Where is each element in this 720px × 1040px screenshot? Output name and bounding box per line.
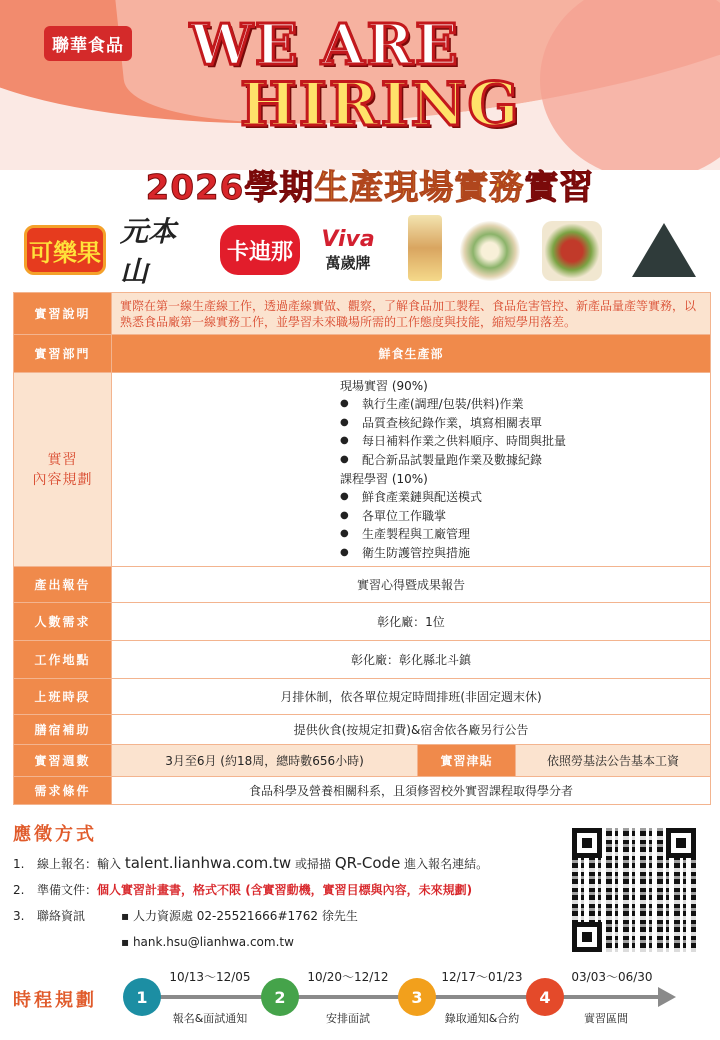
documents-label: 準備文件： — [37, 883, 98, 897]
apply-item-1 — [13, 850, 573, 877]
desc-label: 實習說明 — [14, 293, 112, 335]
qr-code-text: QR-Code — [334, 854, 401, 872]
internship-table — [13, 292, 711, 805]
onigiri-image — [632, 223, 696, 277]
location-label: 工作地點 — [14, 641, 112, 679]
headcount-value: 彰化廠：1位 — [112, 603, 711, 641]
weeks-label: 實習週數 — [14, 745, 112, 777]
desc-text: 實際在第一線生產線工作，透過產線實做、觀察，了解食品加工製程、食品危害管控、新產品量產等實務，以熟悉食品廠第一線實務工作，並學習未來職場所需的工作態度與技能，縮短學用落差。 — [112, 293, 711, 335]
table-row — [14, 373, 711, 567]
bento-box-image — [542, 221, 602, 281]
logo-viva-text: Viva — [321, 227, 375, 252]
salad-plate-image — [460, 221, 520, 281]
list-item: ● 衛生防護管控與措施 — [340, 544, 710, 563]
qr-finder — [572, 922, 602, 952]
subsidy-label: 實習津貼 — [418, 745, 516, 777]
list-item: ● 各單位工作職掌 — [340, 507, 710, 526]
logo-yuanbenshan: 元本山 — [120, 215, 177, 288]
plan-onsite-heading: 現場實習 (90%) — [340, 378, 428, 393]
table-row — [14, 641, 711, 679]
step-circle: 4 — [526, 978, 564, 1016]
header-banner — [0, 0, 720, 170]
shift-value: 月排休制，依各單位規定時間排班(非固定週末休) — [112, 679, 711, 715]
title-suffix: 實習 — [524, 168, 595, 208]
list-item: ● 生產製程與工廠管理 — [340, 525, 710, 544]
plan-course-heading: 課程學習 (10%) — [340, 471, 428, 486]
qr-code-image[interactable] — [572, 828, 696, 952]
step-label: 錄取通知&合約 — [444, 1012, 520, 1025]
req-label: 需求條件 — [14, 777, 112, 805]
qr-finder — [572, 828, 602, 858]
banner-curl — [540, 0, 720, 170]
dept-value: 鮮食生產部 — [112, 335, 711, 373]
table-row — [14, 745, 711, 777]
logo-viva — [316, 225, 380, 275]
step-date: 10/13～12/05 — [169, 970, 251, 984]
weeks-value: 3月至6月 (約18周，總時數656小時) — [112, 745, 418, 777]
apply-section — [13, 850, 573, 955]
plan-label-line2: 內容規劃 — [32, 471, 93, 488]
item-number: 2. — [13, 883, 25, 897]
table-row — [14, 293, 711, 335]
documents-required: 個人實習計畫書，格式不限 (含實習動機，實習目標與內容，未來規劃) — [97, 883, 473, 897]
contact-label: 聯絡資訊 — [37, 909, 86, 923]
report-value: 實習心得暨成果報告 — [112, 567, 711, 603]
list-item: ● 每日補料作業之供料順序、時間與批量 — [340, 432, 710, 451]
table-row — [14, 335, 711, 373]
step-label: 安排面試 — [326, 1012, 370, 1025]
headline-hiring: HIRING — [240, 70, 521, 140]
headcount-label: 人數需求 — [14, 603, 112, 641]
brand-logo: 聯華食品 — [44, 26, 132, 61]
logo-viva-sub: 萬歲牌 — [325, 254, 371, 272]
apply-online-label: 線上報名：輸入 — [37, 857, 122, 871]
req-value: 食品科學及營養相關科系，且須修習校外實習課程取得學分者 — [112, 777, 711, 805]
sandwich-image — [408, 215, 442, 281]
product-logos — [20, 215, 710, 290]
plan-course-list — [340, 488, 710, 562]
table-row — [14, 679, 711, 715]
apply-enter-text: 進入報名連結。 — [404, 857, 489, 871]
title-prefix: 2026學期 — [145, 168, 315, 208]
subsidy-value: 依照勞基法公告基本工資 — [516, 745, 711, 777]
table-row — [14, 715, 711, 745]
report-label: 產出報告 — [14, 567, 112, 603]
title-highlight: 生產現場實務 — [314, 168, 525, 208]
contact-email[interactable]: ▪ hank.hsu@lianhwa.com.tw — [13, 929, 573, 955]
apply-title: 應徵方式 — [13, 824, 97, 845]
apply-url-link[interactable]: talent.lianhwa.com.tw — [124, 854, 292, 872]
shift-label: 上班時段 — [14, 679, 112, 715]
list-item: ● 鮮食產業鏈與配送模式 — [340, 488, 710, 507]
logo-cadina: 卡迪那 — [220, 225, 300, 275]
logo-karamucho: 可樂果 — [24, 225, 106, 275]
plan-onsite-list — [340, 395, 710, 469]
table-row — [14, 777, 711, 805]
item-number: 3. — [13, 909, 25, 923]
table-row — [14, 567, 711, 603]
contact-phone: ▪ 人力資源處 02-25521666#1762 徐先生 — [13, 903, 573, 929]
plan-label-line1: 實習 — [47, 451, 78, 468]
timeline-arrow-icon — [658, 987, 676, 1007]
step-date: 12/17～01/23 — [441, 970, 523, 984]
meal-value: 提供伙食(按規定扣費)&宿舍依各廠另行公告 — [112, 715, 711, 745]
step-circle: 1 — [123, 978, 161, 1016]
apply-or-text: 或掃描 — [295, 857, 332, 871]
step-date: 03/03～06/30 — [571, 970, 653, 984]
dept-label: 實習部門 — [14, 335, 112, 373]
step-circle: 3 — [398, 978, 436, 1016]
plan-label — [14, 373, 112, 567]
page-title — [70, 160, 670, 209]
step-date: 10/20～12/12 — [307, 970, 389, 984]
headline-we-are: WE ARE — [190, 12, 460, 78]
step-label: 報名&面試通知 — [172, 1012, 248, 1025]
list-item: ● 品質查核紀錄作業，填寫相關表單 — [340, 414, 710, 433]
item-number: 1. — [13, 857, 25, 871]
timeline-title: 時程規劃 — [13, 990, 97, 1011]
list-item: ● 配合新品試製量跑作業及數據紀錄 — [340, 451, 710, 470]
list-item: ● 執行生產(調理/包裝/供料)作業 — [340, 395, 710, 414]
qr-finder — [666, 828, 696, 858]
plan-content — [112, 373, 711, 567]
location-value: 彰化廠：彰化縣北斗鎮 — [112, 641, 711, 679]
step-label: 實習區間 — [584, 1012, 628, 1025]
step-circle: 2 — [261, 978, 299, 1016]
meal-label: 膳宿補助 — [14, 715, 112, 745]
table-row — [14, 603, 711, 641]
apply-item-2 — [13, 877, 573, 903]
